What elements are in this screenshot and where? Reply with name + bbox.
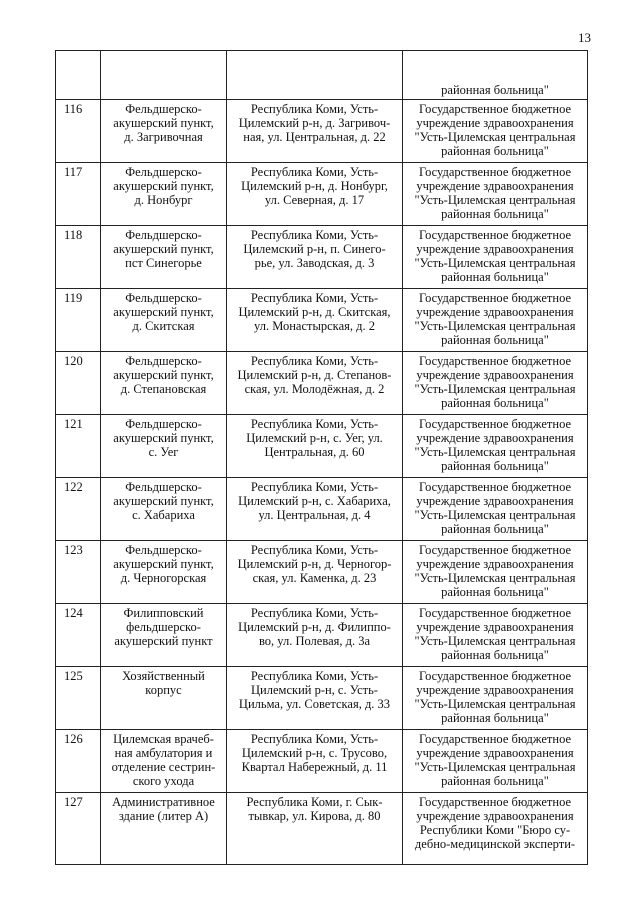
table-row [56,604,588,667]
cell-facility-name: Фельдшерско- акушерский пункт, д. Черногорская [101,541,227,604]
table-row-continuation [56,51,588,100]
cell-organization: Государственное бюджетное учреждение здравоохранения "Усть-Цилемская центральная районная больница" [403,289,588,352]
cell-address: Республика Коми, Усть- Цилемский р-н, с. Трусово, Квартал Набережный, д. 11 [227,730,403,793]
cell-facility-name: Фельдшерско- акушерский пункт, д. Нонбург [101,163,227,226]
facilities-table [55,50,588,865]
cell-organization: Государственное бюджетное учреждение здравоохранения "Усть-Цилемская центральная районная больница" [403,478,588,541]
table-row [56,100,588,163]
table-row [56,163,588,226]
table-row [56,352,588,415]
cell-address: Республика Коми, Усть- Цилемский р-н, с. Хабариха, ул. Центральная, д. 4 [227,478,403,541]
cell-number: 123 [56,541,101,604]
cell-address: Республика Коми, Усть- Цилемский р-н, д. Черногор- ская, ул. Каменка, д. 23 [227,541,403,604]
cell-organization: Государственное бюджетное учреждение здравоохранения "Усть-Цилемская центральная районная больница" [403,667,588,730]
cell-organization: Государственное бюджетное учреждение здравоохранения "Усть-Цилемская центральная районная больница" [403,226,588,289]
table-row [56,541,588,604]
cell-facility-name: Фельдшерско- акушерский пункт, д. Степановская [101,352,227,415]
cell-number: 124 [56,604,101,667]
cell-address: Республика Коми, г. Сык- тывкар, ул. Кирова, д. 80 [227,793,403,865]
cell-address: Республика Коми, Усть- Цилемский р-н, д. Нонбург, ул. Северная, д. 17 [227,163,403,226]
cell-facility-name: Фельдшерско- акушерский пункт, д. Скитская [101,289,227,352]
page-number: 13 [578,30,591,45]
table-row [56,793,588,865]
table-row [56,226,588,289]
cell-facility-name: Фельдшерско- акушерский пункт, пст Синегорье [101,226,227,289]
cell-facility-name: Административное здание (литер А) [101,793,227,865]
cell-address: Республика Коми, Усть- Цилемский р-н, д. Скитская, ул. Монастырская, д. 2 [227,289,403,352]
cell-number: 120 [56,352,101,415]
cell-number: 121 [56,415,101,478]
cell-facility-name: Хозяйственный корпус [101,667,227,730]
cell-address: Республика Коми, Усть- Цилемский р-н, д. Филиппо- во, ул. Полевая, д. 3а [227,604,403,667]
cell-organization: Государственное бюджетное учреждение здравоохранения "Усть-Цилемская центральная районная больница" [403,100,588,163]
cell-facility-name: Фельдшерско- акушерский пункт, д. Загривочная [101,100,227,163]
table-row [56,415,588,478]
cell-organization: Государственное бюджетное учреждение здравоохранения "Усть-Цилемская центральная районная больница" [403,730,588,793]
cell-facility-name: Фельдшерско- акушерский пункт, с. Хабариха [101,478,227,541]
table-row [56,667,588,730]
cell-facility-name: Фельдшерско- акушерский пункт, с. Уег [101,415,227,478]
cell-number: 126 [56,730,101,793]
cell-organization: Государственное бюджетное учреждение здравоохранения "Усть-Цилемская центральная районная больница" [403,163,588,226]
cell-organization: Государственное бюджетное учреждение здравоохранения "Усть-Цилемская центральная районная больница" [403,415,588,478]
cell-organization: районная больница" [403,51,588,100]
cell-number: 117 [56,163,101,226]
table-row [56,730,588,793]
table-row [56,289,588,352]
cell-address: Республика Коми, Усть- Цилемский р-н, с. Уег, ул. Центральная, д. 60 [227,415,403,478]
cell-facility-name: Филипповский фельдшерско- акушерский пункт [101,604,227,667]
cell-organization: Государственное бюджетное учреждение здравоохранения "Усть-Цилемская центральная районная больница" [403,541,588,604]
cell-facility-name [101,51,227,100]
table-row [56,478,588,541]
cell-address [227,51,403,100]
cell-number: 116 [56,100,101,163]
cell-organization: Государственное бюджетное учреждение здравоохранения Республики Коми "Бюро су- дебно-медицинской эксперти- [403,793,588,865]
cell-organization: Государственное бюджетное учреждение здравоохранения "Усть-Цилемская центральная районная больница" [403,352,588,415]
cell-address: Республика Коми, Усть- Цилемский р-н, д. Степанов- ская, ул. Молодёжная, д. 2 [227,352,403,415]
cell-number: 119 [56,289,101,352]
cell-address: Республика Коми, Усть- Цилемский р-н, с. Усть- Цильма, ул. Советская, д. 33 [227,667,403,730]
cell-facility-name: Цилемская врачеб- ная амбулатория и отделение сестрин- ского ухода [101,730,227,793]
cell-number: 118 [56,226,101,289]
cell-number: 122 [56,478,101,541]
cell-number: 125 [56,667,101,730]
cell-address: Республика Коми, Усть- Цилемский р-н, д. Загривоч- ная, ул. Центральная, д. 22 [227,100,403,163]
cell-address: Республика Коми, Усть- Цилемский р-н, п. Синего- рье, ул. Заводская, д. 3 [227,226,403,289]
cell-number [56,51,101,100]
cell-organization: Государственное бюджетное учреждение здравоохранения "Усть-Цилемская центральная районная больница" [403,604,588,667]
cell-number: 127 [56,793,101,865]
